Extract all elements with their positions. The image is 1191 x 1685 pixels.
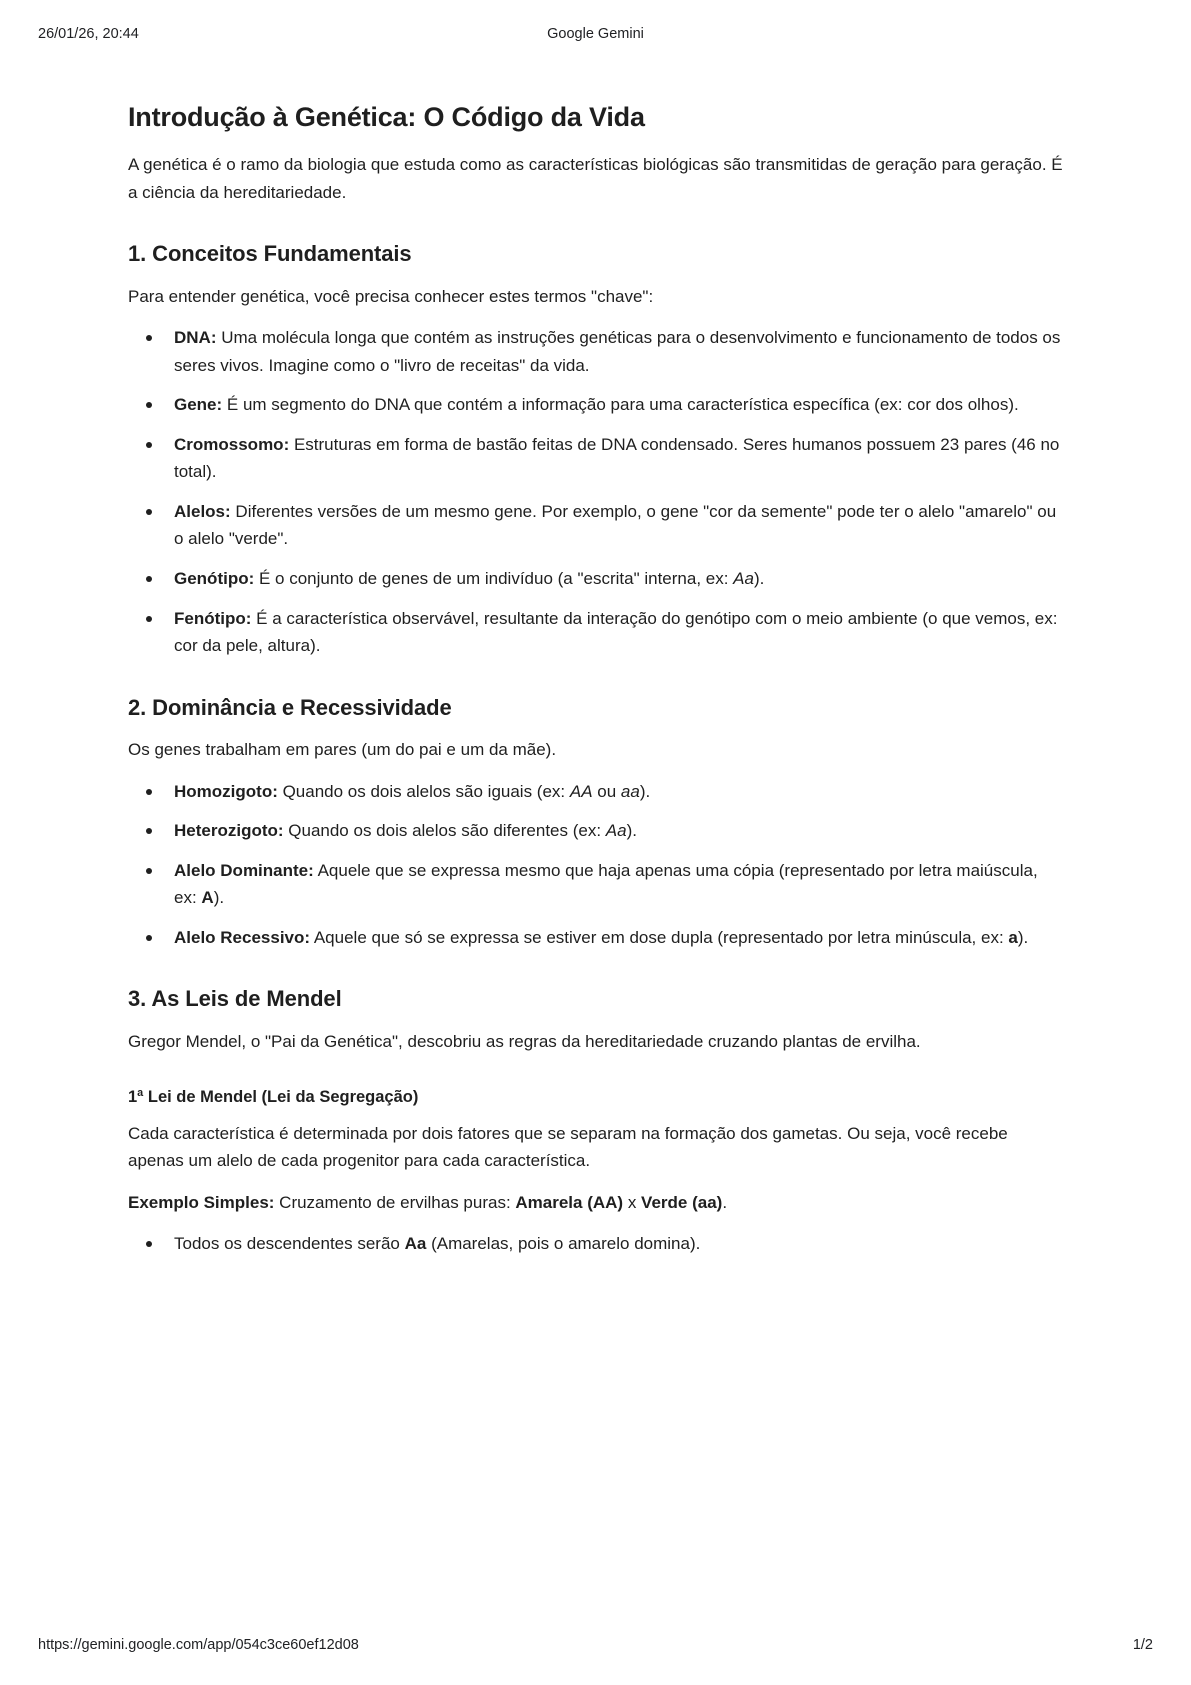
section-heading-1: 1. Conceitos Fundamentais [128, 241, 412, 267]
term-italic: Aa [605, 821, 627, 841]
term-bold-tail: a [1008, 927, 1018, 947]
intro-paragraph: A genética é o ramo da biologia que estuda como as características biológicas são transmitidas de geração para geração. É a ciência da hereditariedade. [128, 155, 1063, 202]
term-label: Cromossomo: [174, 434, 290, 454]
term-label: Alelo Dominante: [174, 860, 314, 880]
term-label: Genótipo: [174, 569, 255, 588]
section-heading-3: 3. As Leis de Mendel [128, 986, 342, 1012]
example-label: Exemplo Simples: [128, 1192, 275, 1212]
term-text: Aquele que se expressa mesmo que haja apenas uma cópia (representado por letra maiúscula, ex: [174, 860, 1038, 908]
page-number: 1/2 [1132, 1637, 1153, 1653]
term-text: Quando os dois alelos são iguais (ex: [277, 781, 570, 801]
section-3-lead: Gregor Mendel, o "Pai da Genética", descobriu as regras da hereditariedade cruzando plantas de ervilha. [128, 1031, 921, 1051]
print-date: 26/01/26, 20:44 [38, 26, 139, 42]
term-tail: ). [1017, 927, 1029, 947]
document-body [128, 100, 1063, 1270]
example-tail: . [722, 1192, 728, 1212]
source-url: https://gemini.google.com/app/054c3ce60ef12d08 [38, 1637, 359, 1653]
section-1-list [128, 324, 1063, 659]
term-mid: ou [592, 781, 621, 801]
list-item [128, 391, 1063, 419]
example-paragraph [128, 1189, 1063, 1217]
example-bullet-bold: Aa [404, 1234, 427, 1254]
term-text: Estruturas em forma de bastão feitas de DNA condensado. Seres humanos possuem 23 pares (46 no total). [174, 434, 1060, 482]
term-text: Aquele que só se expressa se estiver em dose dupla (representado por letra minúscula, ex: [310, 927, 1009, 947]
example-bullet-pre: Todos os descendentes serão [174, 1234, 405, 1254]
term-text: Uma molécula longa que contém as instruções genéticas para o desenvolvimento e funcionamento de todos os seres vivos. Imagine como o "livro de receitas" da vida. [174, 328, 1061, 375]
list-item [128, 857, 1063, 912]
example-bold-2: Verde (aa) [641, 1192, 723, 1212]
term-tail: ). [213, 888, 225, 908]
term-label: Homozigoto: [174, 781, 278, 801]
term-text: É a característica observável, resultante da interação do genótipo com o meio ambiente (o que vemos, ex: cor da pele, altura). [174, 608, 1058, 656]
example-bold-1: Amarela (AA) [515, 1192, 624, 1212]
print-app-title: Google Gemini [547, 26, 644, 42]
list-item [128, 778, 1063, 806]
term-italic-2: aa [620, 781, 640, 801]
list-item [128, 605, 1063, 660]
example-list [128, 1230, 1063, 1258]
term-label: Alelos: [174, 501, 231, 521]
term-tail: ). [753, 569, 765, 588]
list-item [128, 431, 1063, 486]
example-bullet-post: (Amarelas, pois o amarelo domina). [426, 1234, 701, 1254]
term-text: Quando os dois alelos são diferentes (ex: [283, 821, 606, 841]
term-bold-tail: A [201, 888, 214, 908]
term-text: É um segmento do DNA que contém a informação para uma característica específica (ex: cor dos olhos). [222, 395, 1019, 415]
term-text: Diferentes versões de um mesmo gene. Por exemplo, o gene "cor da semente" pode ter o alelo "amarelo" ou o alelo "verde". [174, 501, 1057, 549]
section-1-lead: Para entender genética, você precisa conhecer estes termos "chave": [128, 286, 654, 306]
term-text: É o conjunto de genes de um indivíduo (a "escrita" interna, ex: [254, 569, 734, 588]
list-item [128, 498, 1063, 553]
section-heading-2: 2. Dominância e Recessividade [128, 694, 452, 720]
term-label: Alelo Recessivo: [174, 927, 311, 947]
subsection-heading-mendel-1: 1ª Lei de Mendel (Lei da Segregação) [128, 1087, 419, 1106]
list-item [128, 565, 1063, 593]
list-item [128, 924, 1063, 952]
example-mid: x [623, 1192, 642, 1212]
print-footer [0, 1637, 1191, 1657]
term-label: Gene: [174, 395, 223, 415]
example-text: Cruzamento de ervilhas puras: [274, 1192, 516, 1212]
list-item [128, 324, 1063, 379]
term-label: DNA: [174, 328, 217, 348]
section-2-lead: Os genes trabalham em pares (um do pai e um da mãe). [128, 740, 557, 760]
term-label: Heterozigoto: [174, 821, 284, 841]
term-italic: Aa [733, 569, 754, 588]
term-italic: AA [569, 781, 593, 801]
print-header [0, 26, 1191, 46]
term-tail: ). [626, 821, 637, 841]
section-2-list [128, 778, 1063, 952]
list-item [128, 817, 1063, 845]
term-tail: ). [639, 781, 651, 801]
subsection-paragraph: Cada característica é determinada por dois fatores que se separam na formação dos gametas. Ou seja, você recebe apenas um alelo de cada progenitor para cada característica. [128, 1123, 1008, 1171]
list-item [128, 1230, 1063, 1258]
term-label: Fenótipo: [174, 608, 252, 628]
page-title: Introdução à Genética: O Código da Vida [128, 102, 645, 132]
